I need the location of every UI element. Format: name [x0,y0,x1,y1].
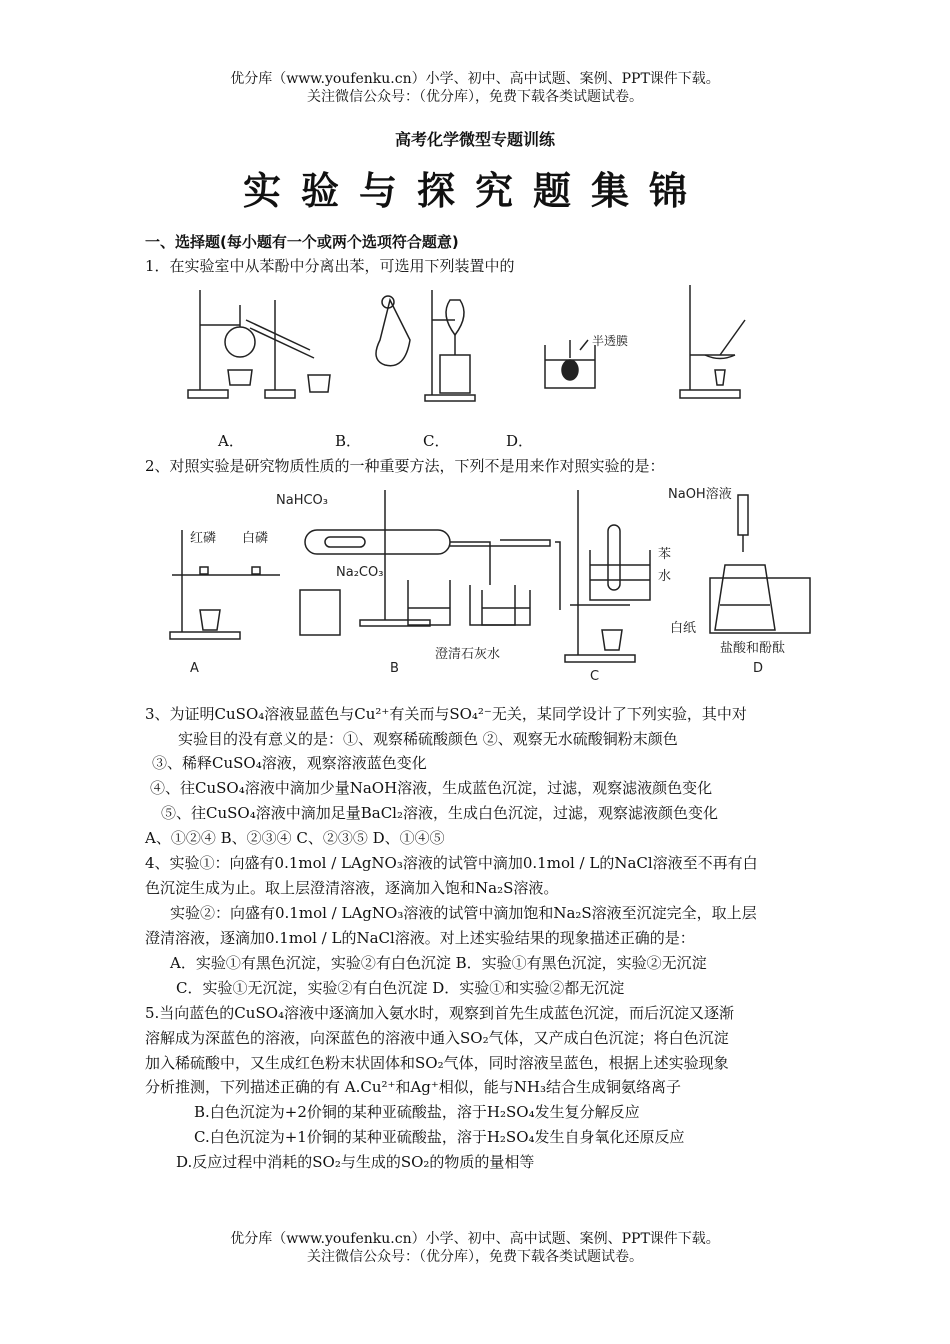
q3-line-1: 3、为证明CuSO₄溶液显蓝色与Cu²⁺有关而与SO₄²⁻无关，某同学设计了下列实验，其中对 [145,705,747,723]
q1-option-d: D． [506,432,534,450]
q3-line-2: 实验目的没有意义的是：①、观察稀硫酸颜色 ②、观察无水硫酸铜粉末颜色 [178,730,678,748]
limewater-label: 澄清石灰水 [435,647,501,662]
page-title: 实验与探究题集锦 [242,169,707,213]
white-paper-label: 白纸 [670,621,697,636]
figure-letter-a: A [190,661,199,676]
q4-line-2: 色沉淀生成为止。取上层澄清溶液，逐滴加入饱和Na₂S溶液。 [145,879,559,897]
q5-line-1: 5.当向蓝色的CuSO₄溶液中逐滴加入氨水时，观察到首先生成蓝色沉淀，而后沉淀又逐渐 [145,1004,735,1022]
red-phosphorus-label: 红磷 [190,531,217,546]
footer-line-2: 关注微信公众号：（优分库），免费下载各类试题试卷。 [307,1249,643,1265]
header-line-2: 关注微信公众号：（优分库），免费下载各类试题试卷。 [307,89,643,105]
q4-option-cd: C．实验①无沉淀，实验②有白色沉淀 D．实验①和实验②都无沉淀 [176,979,625,997]
q3-line-4: ④、往CuSO₄溶液中滴加少量NaOH溶液，生成蓝色沉淀，过滤，观察滤液颜色变化 [150,779,713,797]
carbonate-heating-apparatus [300,490,560,635]
header-line-1: 优分库（www.youfenku.cn）小学、初中、高中试题、案例、PPT课件下载。 [230,71,720,87]
q3-answers: A、①②④ B、②③④ C、②③⑤ D、①④⑤ [145,829,445,847]
q3-line-5: ⑤、往CuSO₄溶液中滴加足量BaCl₂溶液，生成白色沉淀，过滤，观察滤液颜色变化 [161,804,718,822]
q1-apparatus-figure [180,280,780,410]
titration-apparatus [710,495,810,633]
q1-option-b: B． [335,432,362,450]
q4-line-3: 实验②：向盛有0.1mol / LAgNO₃溶液的试管中滴加饱和Na₂S溶液至沉淀完全，取上层 [170,904,757,922]
dialysis-apparatus [545,340,595,388]
q2-stem: 2、对照实验是研究物质性质的一种重要方法，下列不是用来作对照实验的是： [145,457,665,475]
q5-line-3: 加入稀硫酸中，又生成红色粉末状固体和SO₂气体，同时溶液呈蓝色，根据上述实验现象 [145,1054,729,1072]
q5-option-b: B.白色沉淀为+2价铜的某种亚硫酸盐，溶于H₂SO₄发生复分解反应 [194,1103,640,1121]
na2co3-label: Na₂CO₃ [336,565,384,580]
q1-stem: 1．在实验室中从苯酚中分离出苯，可选用下列装置中的 [145,257,515,275]
naoh-solution-label: NaOH溶液 [668,487,732,502]
evaporation-apparatus [680,285,745,398]
section-heading: 一、选择题(每小题有一个或两个选项符合题意) [145,233,459,251]
footer-line-1: 优分库（www.youfenku.cn）小学、初中、高中试题、案例、PPT课件下载。 [230,1231,720,1247]
figure-letter-b: B [390,661,399,676]
q5-option-d: D.反应过程中消耗的SO₂与生成的SO₂的物质的量相等 [176,1153,535,1171]
distillation-apparatus [188,290,330,398]
q4-option-ab: A．实验①有黑色沉淀，实验②有白色沉淀 B．实验①有黑色沉淀，实验②无沉淀 [170,954,707,972]
q3-line-3: ③、稀释CuSO₄溶液，观察溶液蓝色变化 [152,754,427,772]
benzene-label: 苯 [658,547,672,562]
nahco3-label: NaHCO₃ [276,493,328,508]
q2-apparatus-figure [160,480,820,685]
q1-option-c: C． [423,432,450,450]
figure-letter-d: D [753,661,764,676]
figure-letter-c: C [590,669,600,684]
hcl-phenolphthalein-label: 盐酸和酚酞 [720,641,786,656]
subtitle: 高考化学微型专题训练 [394,130,555,149]
white-phosphorus-label: 白磷 [242,531,269,546]
benzene-water-apparatus [565,490,650,662]
q1-option-a: A． [218,432,244,450]
phosphorus-comparison-apparatus [170,530,280,639]
q5-line-4: 分析推测，下列描述正确的有 A.Cu²⁺和Ag⁺相似，能与NH₃结合生成铜氨络离子 [145,1078,682,1096]
q5-option-c: C.白色沉淀为+1价铜的某种亚硫酸盐，溶于H₂SO₄发生自身氧化还原反应 [194,1128,685,1146]
q5-line-2: 溶解成为深蓝色的溶液，向深蓝色的溶液中通入SO₂气体，又产成白色沉淀；将白色沉淀 [145,1029,729,1047]
water-label: 水 [658,569,672,584]
q4-line-1: 4、实验①：向盛有0.1mol / LAgNO₃溶液的试管中滴加0.1mol / L的NaCl溶液至不再有白 [145,854,758,872]
separatory-funnel-apparatus [376,290,475,401]
semipermeable-membrane-label: 半透膜 [592,334,629,348]
q4-line-4: 澄清溶液，逐滴加0.1mol / L的NaCl溶液。对上述实验结果的现象描述正确的是： [145,929,695,947]
